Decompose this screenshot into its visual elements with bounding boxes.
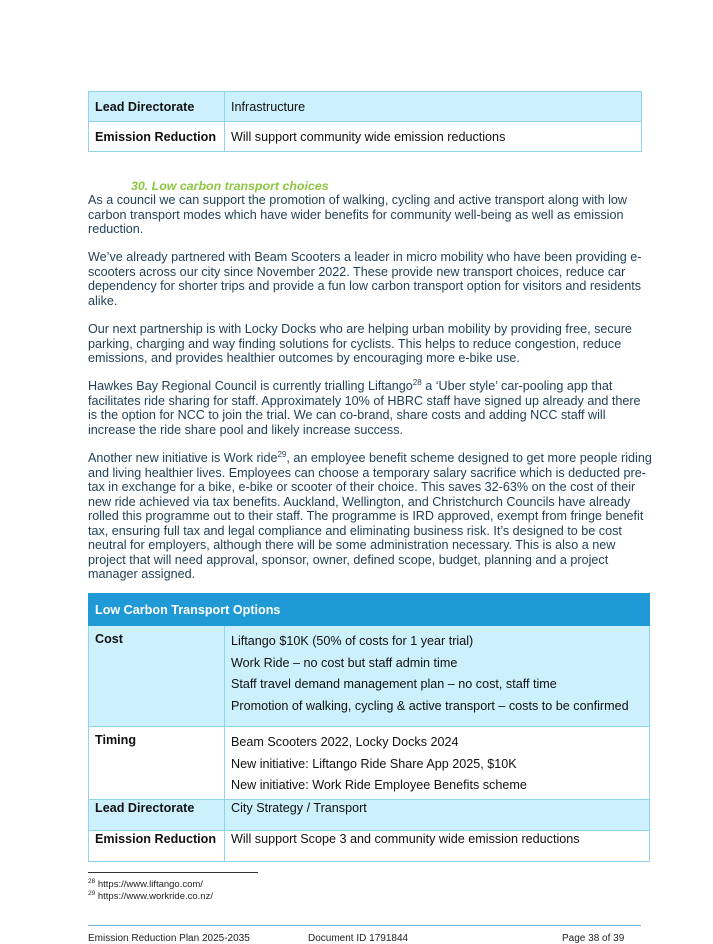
low-carbon-options-table (88, 593, 650, 862)
table-row-timing (89, 727, 650, 800)
paragraph-liftango (88, 379, 652, 437)
work-ride-text-start: Another new initiative is Work ride (88, 451, 278, 465)
cost-item: Liftango $10K (50% of costs for 1 year trial) (231, 634, 474, 648)
table-header-row (89, 594, 650, 626)
liftango-text-start: Hawkes Bay Regional Council is currently trialling Liftango (88, 379, 413, 393)
liftango-text-end: a ‘Uber style’ car-pooling app that facilitates ride sharing for staff. Approximately 10% of HBRC staff have signed up already and there is the option for NCC to join the trial. We can co-brand, share costs and adding NCC staff will increase the ride share pool and likely increase success. (88, 379, 641, 437)
row-label: Emission Reduction (89, 122, 225, 152)
cost-label: Cost (89, 626, 225, 727)
timing-item: New initiative: Liftango Ride Share App 2025, $10K (231, 756, 517, 771)
footer-page-number: Page 38 of 39 (562, 933, 625, 944)
paragraph-beam-scooters: We’ve already partnered with Beam Scooters a leader in micro mobility who have been providing e-scooters across our city since November 2022. These provide new transport choices, reduce car dependency for shorter trips and provide a fun low carbon transport option for visitors and residents alike. (88, 250, 642, 308)
footer-divider (88, 925, 641, 926)
table-row-cost (89, 626, 650, 727)
footnote-29 (88, 890, 213, 902)
top-summary-table (88, 91, 642, 152)
footnote-link[interactable]: https://www.liftango.com/ (95, 879, 203, 891)
paragraph-intro: As a council we can support the promotion of walking, cycling and active transport along with low carbon transport modes which have wider benefits for community well-being as well as emission reduction. (88, 193, 628, 236)
lead-value: City Strategy / Transport (225, 800, 650, 831)
table-row (89, 122, 642, 152)
footnote-ref-29[interactable]: 29 (277, 449, 287, 459)
footnote-divider (88, 872, 258, 873)
lead-label: Lead Directorate (89, 800, 225, 831)
work-ride-text-end: , an employee benefit scheme designed to get more people riding and living healthier lives. Employees can choose a temporary salary sacrifice which is deducted pre-tax in exchange for a bike, e-bike or scooter of their choice. This saves 32-63% on the cost of their new ride achieved via tax benefits. Auckland, Wellington, and Christchurch Councils have already rolled this programme out to their staff. The programme is IRD approved, exempt from fringe benefit tax, ensuring full tax and legal compliance and eliminating business risk. It’s designed to be cost neutral for employers, although there will be some administration necessary. This is also a new project that will need approval, sponsor, owner, defined scope, budget, planning and a project manager assigned. (88, 451, 652, 581)
table-row (89, 92, 642, 122)
table-title: Low Carbon Transport Options (89, 594, 650, 626)
row-value: Infrastructure (225, 92, 642, 122)
row-value: Will support community wide emission reductions (225, 122, 642, 152)
footnote-28 (88, 878, 203, 890)
table-row-emission (89, 831, 650, 862)
footnote-number: 28 (88, 878, 96, 885)
timing-item: Beam Scooters 2022, Locky Docks 2024 (231, 735, 459, 749)
row-label: Lead Directorate (89, 92, 225, 122)
emission-value: Will support Scope 3 and community wide emission reductions (225, 831, 650, 862)
footnote-number: 29 (88, 890, 96, 897)
cost-item: Staff travel demand management plan – no cost, staff time (231, 677, 557, 691)
footer-document-id: Document ID 1791844 (308, 933, 409, 944)
table-row-lead (89, 800, 650, 831)
footnote-link[interactable]: https://www.workride.co.nz/ (95, 891, 213, 903)
paragraph-work-ride (88, 451, 652, 582)
emission-label: Emission Reduction (89, 831, 225, 862)
timing-item: New initiative: Work Ride Employee Benefits scheme (231, 778, 527, 792)
timing-values (225, 727, 650, 800)
timing-label: Timing (89, 727, 225, 800)
paragraph-locky-docks: Our next partnership is with Locky Docks who are helping urban mobility by providing free, secure parking, charging and way finding solutions for cyclists. This helps to reduce congestion, reduce emissions, and provides healthier outcomes by encouraging more e-bike use. (88, 322, 632, 365)
footer-document-title: Emission Reduction Plan 2025-2035 (88, 933, 250, 944)
cost-values (225, 626, 650, 727)
footnote-ref-28[interactable]: 28 (412, 377, 422, 387)
cost-item: Work Ride – no cost but staff admin time (231, 655, 458, 670)
section-heading: 30. Low carbon transport choices (131, 179, 329, 193)
cost-item: Promotion of walking, cycling & active transport – costs to be confirmed (231, 698, 629, 713)
